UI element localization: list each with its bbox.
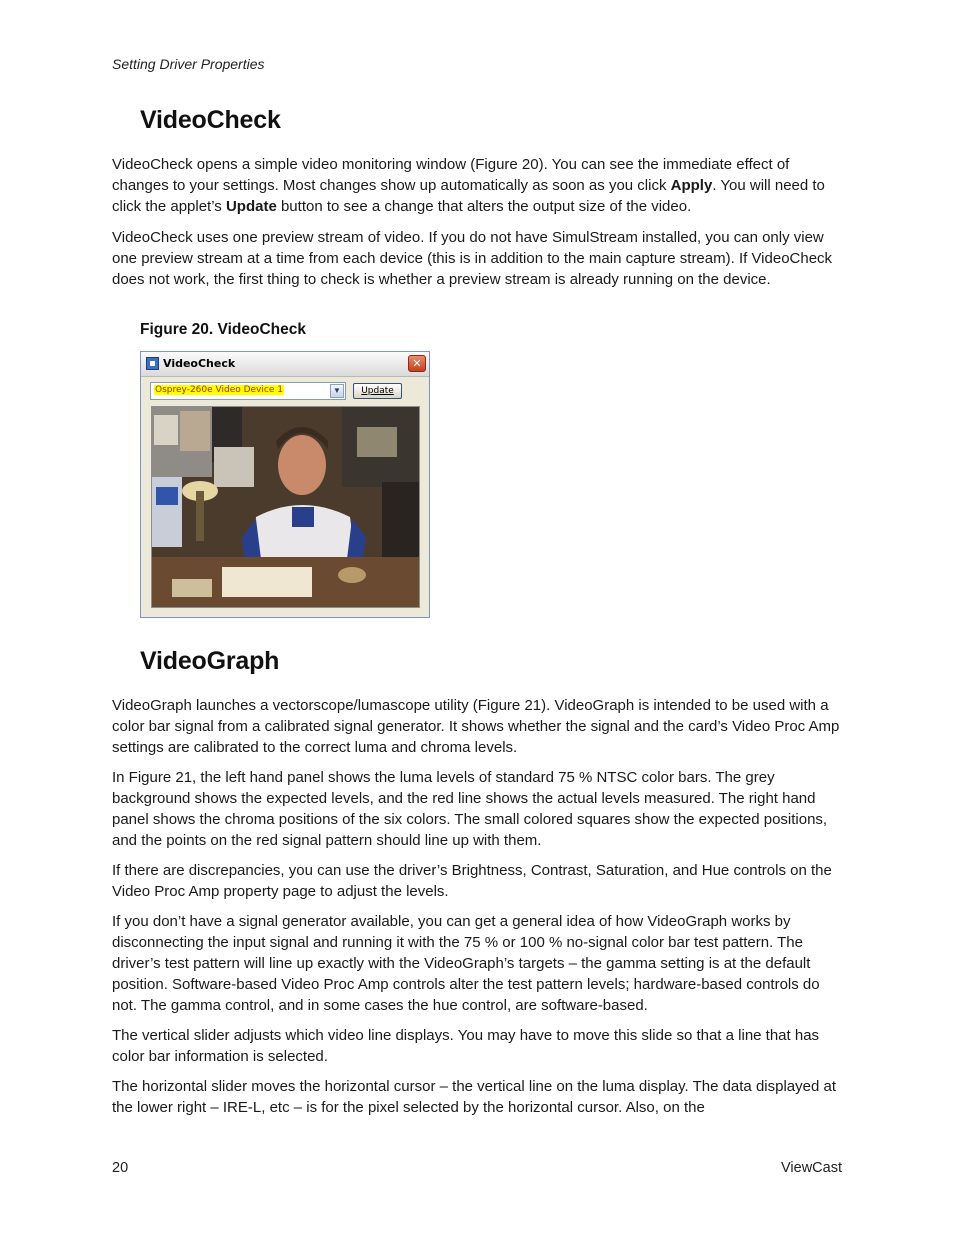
footer-brand: ViewCast [781, 1160, 842, 1176]
videocheck-paragraph-2: VideoCheck uses one preview stream of video. If you do not have SimulStream installed, you can only view one preview stream at a time from each device (this is in addition to the main capture stream). If VideoCheck does not work, the first thing to check is whether a preview stream is already running on the device. [112, 229, 833, 288]
video-frame-illustration [152, 407, 419, 607]
device-select-value: Osprey-260e Video Device 1 [155, 385, 283, 395]
videograph-paragraph-6: The horizontal slider moves the horizontal cursor – the vertical line on the luma display. The data displayed at the lower right – IRE-L, etc – is for the pixel selected by the horizontal cursor. Also, on the [112, 1078, 836, 1116]
page-number: 20 [112, 1160, 129, 1176]
videograph-paragraph-3: If there are discrepancies, you can use the driver’s Brightness, Contrast, Saturation, and Hue controls on the Video Proc Amp property page to adjust the levels. [112, 862, 832, 900]
window-titlebar [141, 352, 429, 377]
update-button[interactable]: Update [353, 383, 402, 399]
videograph-paragraph-5: The vertical slider adjusts which video line displays. You may have to move this slide so that a line that has color bar information is selected. [112, 1027, 820, 1065]
figure-20-caption: Figure 20. VideoCheck [140, 321, 306, 338]
videograph-paragraph-4: If you don’t have a signal generator available, you can get a general idea of how VideoGraph works by disconnecting the input signal and running it with the 75 % or 100 % no-signal color bar test pattern. The driver’s test pattern will line up exactly with the VideoGraph’s targets – the gamma setting is at the default position. Software-based Video Proc Amp controls alter the test pattern levels; hardware-based controls do not. The gamma control, and in some cases the hue control, are software-based. [112, 913, 820, 1014]
video-preview [151, 406, 420, 608]
chevron-down-icon[interactable]: ▼ [330, 384, 344, 398]
running-header: Setting Driver Properties [112, 56, 265, 72]
videocheck-paragraph-1: VideoCheck opens a simple video monitoring window (Figure 20). You can see the immediate effect of changes to your settings. Most changes show up automatically as soon as you click Apply. You will need to click the applet’s Update button to see a change that alters the output size of the video. [112, 156, 825, 215]
app-window-icon [146, 357, 159, 370]
videocheck-window-screenshot [140, 351, 430, 618]
videograph-heading: VideoGraph [140, 647, 280, 675]
videocheck-heading: VideoCheck [140, 106, 281, 134]
device-select[interactable] [150, 382, 346, 400]
videograph-paragraph-1: VideoGraph launches a vectorscope/lumascope utility (Figure 21). VideoGraph is intended to be used with a color bar signal from a calibrated signal generator. It shows whether the signal and the card’s Video Proc Amp settings are calibrated to the correct luma and chroma levels. [112, 697, 840, 756]
videograph-paragraph-2: In Figure 21, the left hand panel shows the luma levels of standard 75 % NTSC color bars. The grey background shows the expected levels, and the red line shows the actual levels measured. The right hand panel shows the chroma positions of the six colors. The small colored squares show the expected positions, and the points on the red signal pattern should line up with them. [112, 769, 828, 849]
close-icon[interactable]: ✕ [408, 355, 426, 372]
window-title: VideoCheck [163, 357, 236, 370]
